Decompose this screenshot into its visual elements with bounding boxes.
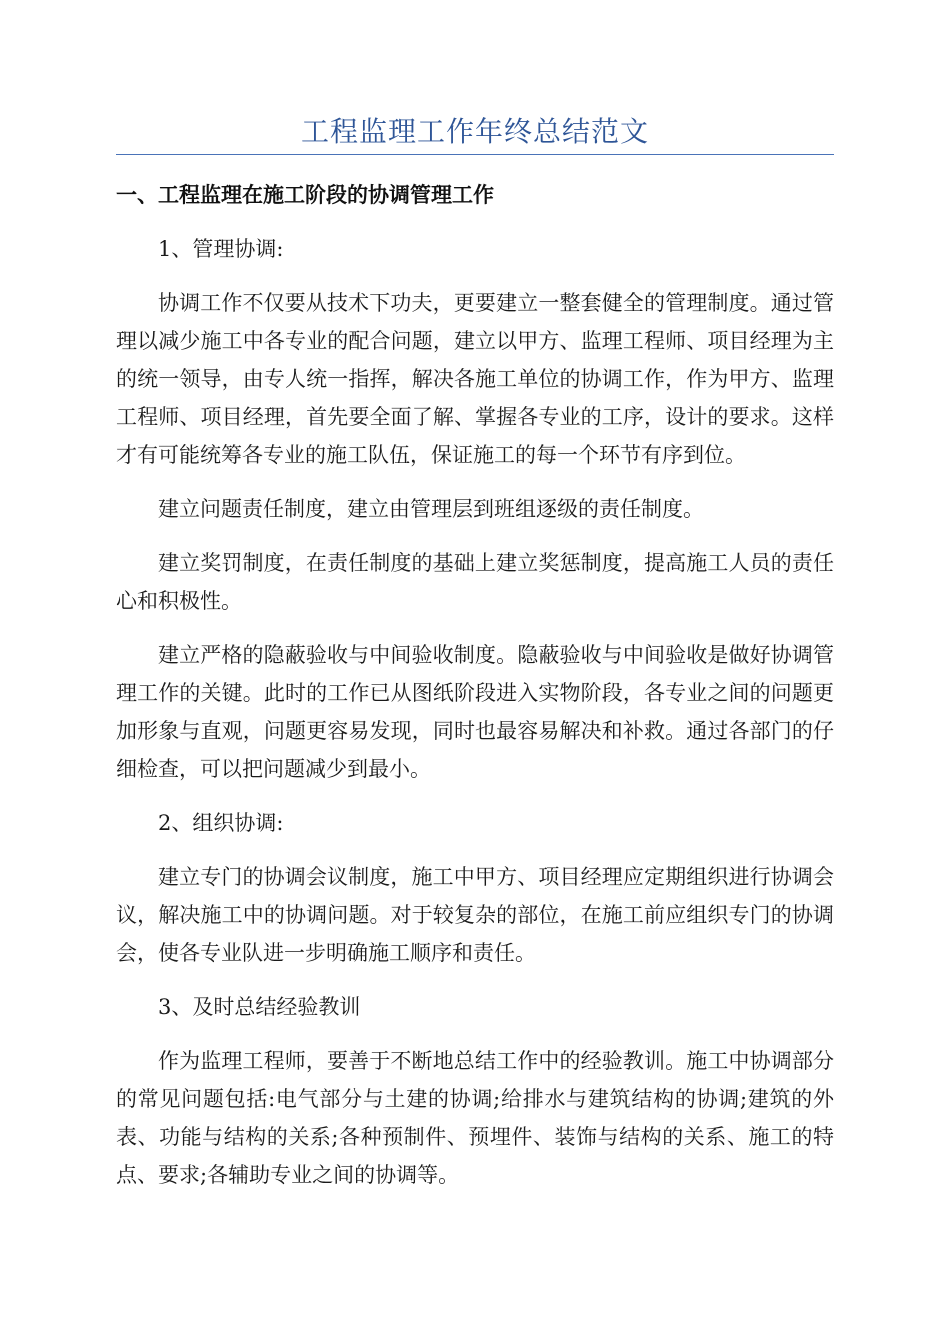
paragraph: 建立问题责任制度，建立由管理层到班组逐级的责任制度。 <box>158 497 704 521</box>
title-underline <box>116 154 834 155</box>
document-title: 工程监理工作年终总结范文 <box>300 115 649 148</box>
paragraph: 协调工作不仅要从技术下功夫，更要建立一整套健全的管理制度。通过管理以减少施工中各专业的配合问题，建立以甲方、监理工程师、项目经理为主的统一领导，由专人统一指挥，解决各施工单位的协调工作，作为甲方、监理工程师、项目经理，首先要全面了解、掌握各专业的工序，设计的要求。这样才有可能统筹各专业的施工队伍，保证施工的每一个环节有序到位。 <box>116 291 834 467</box>
paragraph: 建立严格的隐蔽验收与中间验收制度。隐蔽验收与中间验收是做好协调管理工作的关键。此时的工作已从图纸阶段进入实物阶段，各专业之间的问题更加形象与直观，问题更容易发现，同时也最容易解决和补救。通过各部门的仔细检查，可以把问题减少到最小。 <box>116 643 834 781</box>
section-heading: 一、工程监理在施工阶段的协调管理工作 <box>116 183 494 207</box>
subheading-lessons: 3、及时总结经验教训 <box>158 995 361 1019</box>
subheading-organization: 2、组织协调: <box>158 811 284 835</box>
subheading-management: 1、管理协调: <box>158 237 284 261</box>
paragraph: 作为监理工程师，要善于不断地总结工作中的经验教训。施工中协调部分的常见问题包括:电气部分与土建的协调;给排水与建筑结构的协调;建筑的外表、功能与结构的关系;各种预制件、预埋件、装饰与结构的关系、施工的特点、要求;各辅助专业之间的协调等。 <box>116 1049 834 1187</box>
paragraph: 建立专门的协调会议制度，施工中甲方、项目经理应定期组织进行协调会议，解决施工中的协调问题。对于较复杂的部位，在施工前应组织专门的协调会，使各专业队进一步明确施工顺序和责任。 <box>116 865 834 965</box>
paragraph: 建立奖罚制度，在责任制度的基础上建立奖惩制度，提高施工人员的责任心和积极性。 <box>116 551 834 613</box>
document-body <box>116 176 834 1210</box>
